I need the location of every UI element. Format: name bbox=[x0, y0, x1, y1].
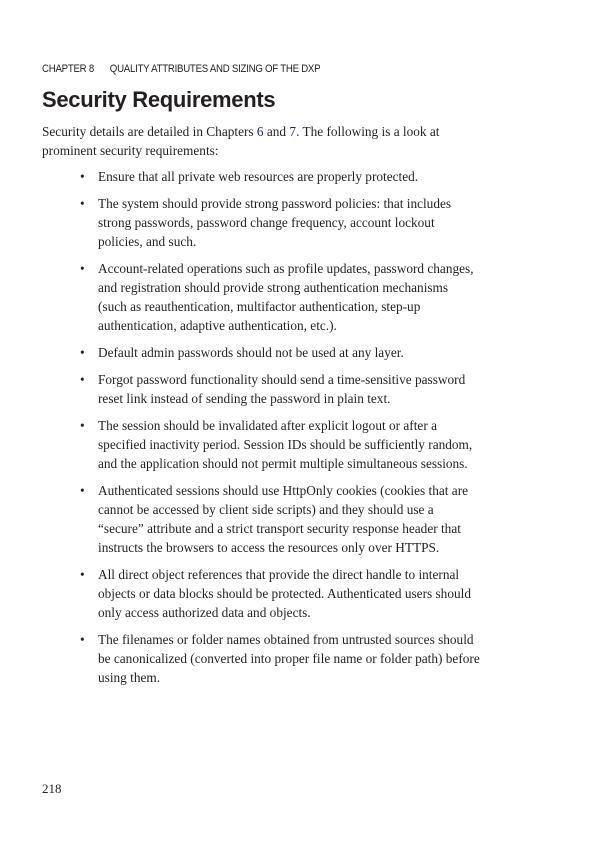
chapter-label: CHAPTER 8 bbox=[42, 63, 94, 75]
bullet-icon: • bbox=[80, 483, 85, 498]
list-item bbox=[80, 343, 480, 362]
bullet-icon: • bbox=[80, 169, 85, 184]
intro-text: . The following is a look at prominent security requirements: bbox=[42, 124, 440, 158]
list-item-text: Default admin passwords should not be used at any layer. bbox=[98, 345, 404, 360]
bullet-icon: • bbox=[80, 345, 85, 360]
list-item bbox=[80, 416, 480, 473]
list-item-text: Account-related operations such as profile updates, password changes, and registration should provide strong authentication mechanisms (such as reauthentication, multifactor authentication, step-up authentication, adaptive authentication, etc.). bbox=[98, 261, 474, 333]
chapter-title: QUALITY ATTRIBUTES AND SIZING OF THE DXP bbox=[109, 63, 321, 75]
requirements-list bbox=[80, 167, 480, 695]
bullet-icon: • bbox=[80, 372, 85, 387]
chapter-6-link[interactable]: 6 bbox=[256, 124, 264, 139]
list-item bbox=[80, 565, 480, 622]
list-item bbox=[80, 481, 480, 557]
list-item bbox=[80, 194, 480, 251]
list-item-text: The filenames or folder names obtained from untrusted sources should be canonicalized (converted into proper file name or folder path) before using them. bbox=[98, 632, 480, 685]
list-item-text: All direct object references that provide the direct handle to internal objects or data blocks should be protected. Authenticated users should only access authorized data and objects. bbox=[98, 567, 471, 620]
running-header bbox=[42, 63, 320, 75]
bullet-icon: • bbox=[80, 196, 85, 211]
list-item-text: The session should be invalidated after explicit logout or after a specified inactivity period. Session IDs should be sufficiently random, and the application should not permit multiple simultaneous sessions. bbox=[98, 418, 473, 471]
list-item bbox=[80, 259, 480, 335]
intro-paragraph bbox=[42, 122, 492, 160]
intro-text: and bbox=[263, 124, 290, 139]
list-item-text: Forgot password functionality should send a time-sensitive password reset link instead of sending the password in plain text. bbox=[98, 372, 466, 406]
intro-text: Security details are detailed in Chapters bbox=[42, 124, 257, 139]
list-item-text: The system should provide strong password policies: that includes strong passwords, password change frequency, account lockout policies, and such. bbox=[98, 196, 452, 249]
bullet-icon: • bbox=[80, 261, 85, 276]
bullet-icon: • bbox=[80, 418, 85, 433]
page-number: 218 bbox=[42, 781, 62, 796]
section-title: Security Requirements bbox=[42, 87, 276, 112]
list-item-text: Ensure that all private web resources are properly protected. bbox=[98, 169, 419, 184]
list-item-text: Authenticated sessions should use HttpOnly cookies (cookies that are cannot be accessed by client side scripts) and they should use a “secure” attribute and a strict transport security response header that instructs the browsers to access the resources only over HTTPS. bbox=[98, 483, 469, 555]
bullet-icon: • bbox=[80, 632, 85, 647]
list-item bbox=[80, 370, 480, 408]
list-item bbox=[80, 630, 480, 687]
bullet-icon: • bbox=[80, 567, 85, 582]
chapter-7-link[interactable]: 7 bbox=[289, 124, 297, 139]
list-item bbox=[80, 167, 480, 186]
